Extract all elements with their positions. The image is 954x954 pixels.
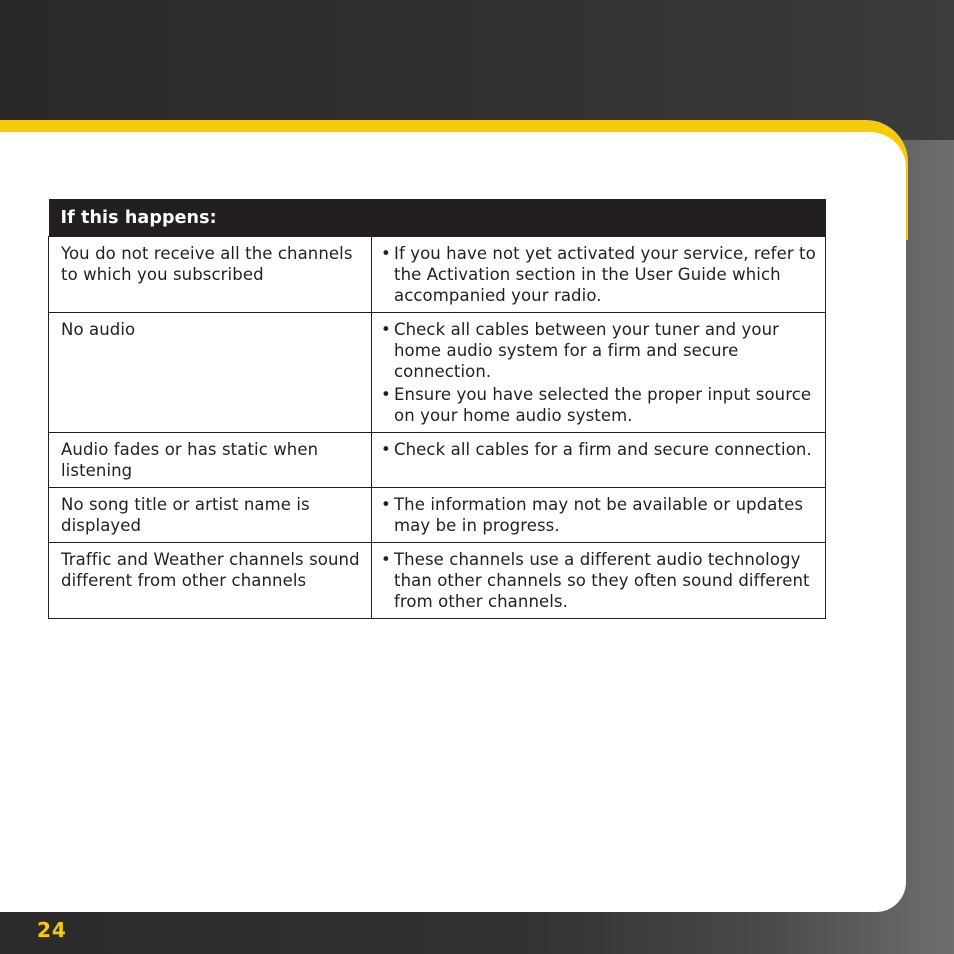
table-row <box>49 543 826 619</box>
bullet-icon: • <box>381 244 391 263</box>
table-header: If this happens: <box>49 199 826 237</box>
solution-text: Ensure you have selected the proper input source on your home audio system. <box>394 385 812 425</box>
table-row <box>49 313 826 433</box>
solution-cell <box>372 313 826 433</box>
problem-cell: Audio fades or has static when listening <box>49 433 372 488</box>
solution-text: If you have not yet activated your service, refer to the Activation section in the User Guide which accompanied your radio. <box>394 244 816 305</box>
table-row <box>49 237 826 313</box>
solution-text: Check all cables between your tuner and your home audio system for a firm and secure connection. <box>394 320 780 381</box>
page-number: 24 <box>37 918 67 942</box>
bullet-icon: • <box>381 385 391 404</box>
solution-text: These channels use a different audio technology than other channels so they often sound different from other channels. <box>394 550 810 611</box>
bullet-icon: • <box>381 550 391 569</box>
bullet-icon: • <box>381 320 391 339</box>
solution-cell <box>372 433 826 488</box>
problem-cell: No audio <box>49 313 372 433</box>
bullet-icon: • <box>381 495 391 514</box>
solution-item <box>381 439 817 460</box>
solution-item <box>381 549 817 612</box>
solution-item <box>381 384 817 426</box>
top-background-band <box>0 0 954 140</box>
table-row <box>49 433 826 488</box>
solution-text: The information may not be available or updates may be in progress. <box>394 495 804 535</box>
table-header-row <box>49 199 826 237</box>
solution-text: Check all cables for a firm and secure connection. <box>394 440 812 459</box>
problem-cell: You do not receive all the channels to which you subscribed <box>49 237 372 313</box>
solution-item <box>381 319 817 382</box>
solution-item <box>381 243 817 306</box>
bullet-icon: • <box>381 440 391 459</box>
solution-cell <box>372 543 826 619</box>
problem-cell: Traffic and Weather channels sound different from other channels <box>49 543 372 619</box>
problem-cell: No song title or artist name is displayed <box>49 488 372 543</box>
solution-item <box>381 494 817 536</box>
troubleshooting-table <box>48 199 826 619</box>
solution-cell <box>372 237 826 313</box>
table-row <box>49 488 826 543</box>
solution-cell <box>372 488 826 543</box>
